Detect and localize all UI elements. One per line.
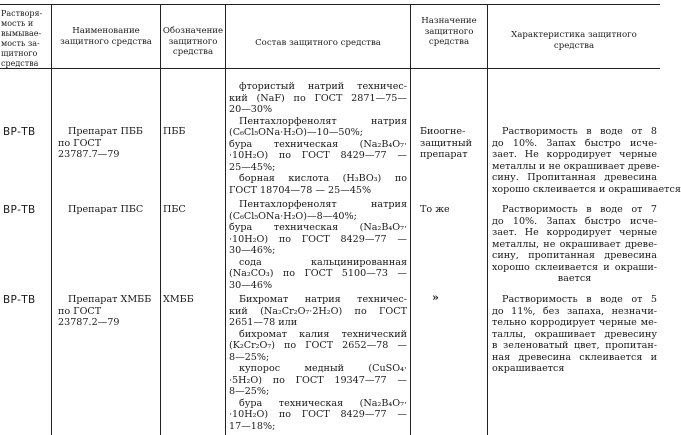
header-composition: Состав защитного средства bbox=[255, 38, 381, 48]
row1-code: ВР-ТВ bbox=[3, 126, 36, 138]
column-divider bbox=[160, 4, 161, 435]
header-purpose: Назначение защитного средства bbox=[421, 16, 477, 47]
header-solubility: Растворя- мость и вымывае- мость за- щитного средства bbox=[1, 9, 43, 68]
row2-composition: Пентахлорфенолят натрия (C₆Cl₅ONa·H₂O)—8—40%; бура техническая (Na₂B₄O₇· ·10H₂O) по ГОСТ 8429—77 — 30—46%; сода кальцинированная (Na₂CO₃) по ГОСТ 5100—73 — 30—46% bbox=[229, 199, 407, 291]
column-divider bbox=[487, 4, 488, 435]
row2-code: ВР-ТВ bbox=[3, 204, 36, 216]
column-divider bbox=[410, 4, 411, 435]
row1-composition: фтористый натрий техничес- кий (NaF) по ГОСТ 2871—75— 20—30% Пентахлорфенолят натрия (C₆Cl₅ONa·H₂O)—10—50%; бура техническая (Na₂B₄O₇· ·10H₂O) по ГОСТ 8429—77 — 25—45%; борная кислота (H₃BO₃) по ГОСТ 18704—78 — 25—45% bbox=[229, 81, 407, 196]
header-designation: Обозначение защитного средства bbox=[162, 26, 224, 57]
row3-code: ВР-ТВ bbox=[3, 294, 36, 306]
row3-name: Препарат ХМББ по ГОСТ 23787.2—79 bbox=[58, 294, 152, 328]
column-divider bbox=[225, 4, 226, 435]
row3-designation: ХМББ bbox=[163, 294, 194, 305]
row2-characteristic: Растворимость в воде от 7 до 10%. Запах быстро исче- зает. Не корродирует черные металлы, не окрашивает древе- сину, пропитанная древесина хорошо склеивается и окраши- вается bbox=[492, 204, 657, 284]
header-bottom-rule bbox=[0, 68, 660, 69]
header-characteristic: Характеристика защитного средства bbox=[511, 30, 637, 51]
row1-purpose: Биоогне- защитный препарат bbox=[420, 126, 472, 160]
row3-characteristic: Растворимость в воде от 5 до 11%, без запаха, незначи- тельно корродирует черные ме- таллы, окрашивает древесину в зеленоватый цвет, пропитан- ная древесина склеивается и окрашивается bbox=[492, 294, 657, 374]
row2-designation: ПБС bbox=[163, 204, 186, 215]
column-divider bbox=[51, 4, 52, 435]
row2-name: Препарат ПБС bbox=[68, 204, 144, 215]
row2-purpose: То же bbox=[420, 204, 450, 215]
row3-purpose: » bbox=[432, 291, 439, 304]
table-top-rule bbox=[0, 4, 660, 5]
row1-designation: ПББ bbox=[163, 126, 186, 137]
header-name: Наименование защитного средства bbox=[60, 26, 152, 47]
row3-composition: Бихромат натрия техничес- кий (Na₂Cr₂O₇·2H₂O) по ГОСТ 2651—78 или бихромат калия технический (K₂Cr₂O₇) по ГОСТ 2652—78 — 8—25%; купорос медный (CuSO₄· ·5H₂O) по ГОСТ 19347—77 — 8—25%; бура техническая (Na₂B₄O₇· ·10H₂O) по ГОСТ 8429—77 — 17—18%; bbox=[229, 294, 407, 432]
row1-characteristic: Растворимость в воде от 8 до 10%. Запах быстро исче- зает. Не корродирует черные металлы и не окрашивает древе- сину. Пропитанная древесина хорошо склеивается и окрашивается bbox=[492, 126, 681, 195]
row1-name: Препарат ПББ по ГОСТ 23787.7—79 bbox=[58, 126, 143, 160]
